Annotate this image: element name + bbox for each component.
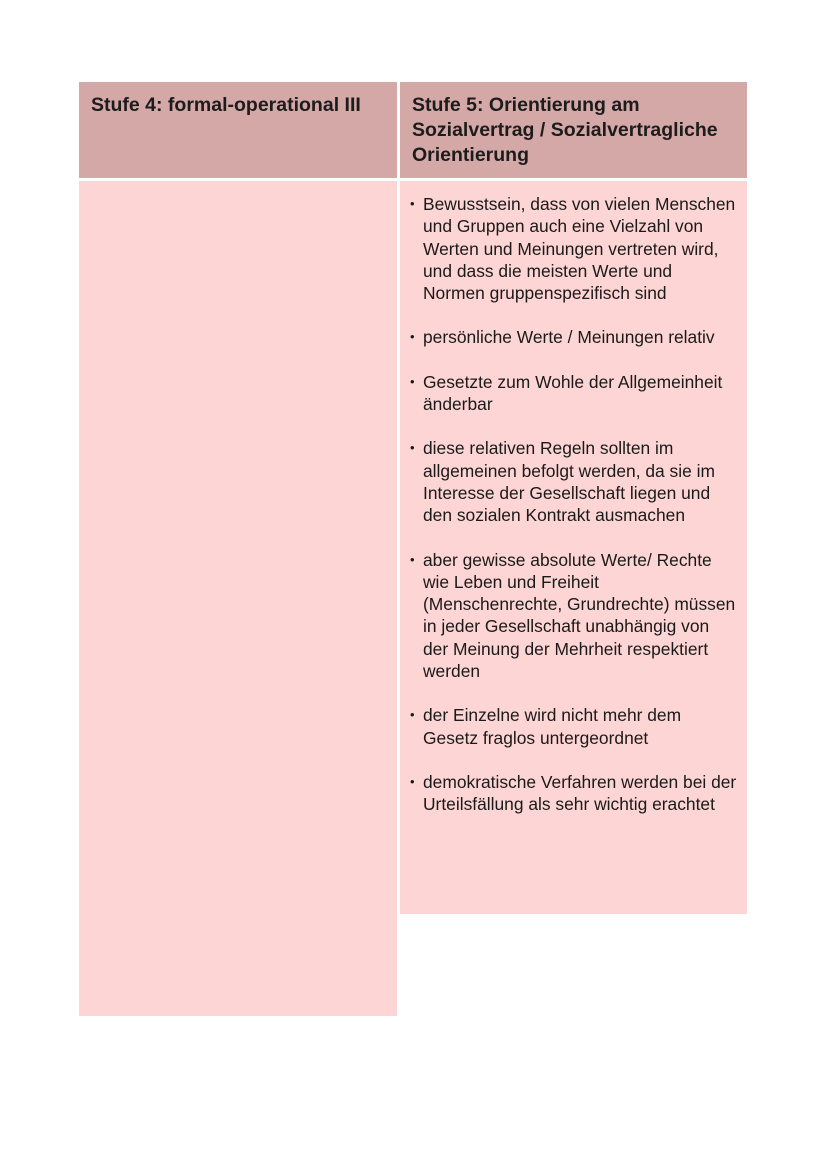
stufe-5-bullet-list <box>410 193 737 816</box>
header-stufe-4: Stufe 4: formal-operational III <box>79 82 397 178</box>
list-item: • diese relativen Regeln sollten im allgemeinen befolgt werden, da sie im Interesse der Gesellschaft liegen und den sozialen Kontrakt ausmachen <box>410 437 737 526</box>
list-item: • Gesetzte zum Wohle der Allgemeinheit änderbar <box>410 371 737 416</box>
list-item: • demokratische Verfahren werden bei der Urteilsfällung als sehr wichtig erachtet <box>410 771 737 816</box>
stufe-4-content-cell <box>79 181 397 1016</box>
list-item: • persönliche Werte / Meinungen relativ <box>410 326 737 348</box>
header-stufe-5: Stufe 5: Orientierung am Sozialvertrag / Sozialvertragliche Orientierung <box>400 82 747 178</box>
list-item: • Bewusstsein, dass von vielen Menschen und Gruppen auch eine Vielzahl von Werten und Meinungen vertreten wird, und dass die meisten Werte und Normen gruppenspezifisch sind <box>410 193 737 304</box>
list-item: • der Einzelne wird nicht mehr dem Gesetz fraglos untergeordnet <box>410 704 737 749</box>
list-item: • aber gewisse absolute Werte/ Rechte wie Leben und Freiheit (Menschenrechte, Grundrechte) müssen in jeder Gesellschaft unabhängig von der Meinung der Mehrheit respektiert werden <box>410 549 737 683</box>
stufe-5-content-cell <box>400 181 747 914</box>
